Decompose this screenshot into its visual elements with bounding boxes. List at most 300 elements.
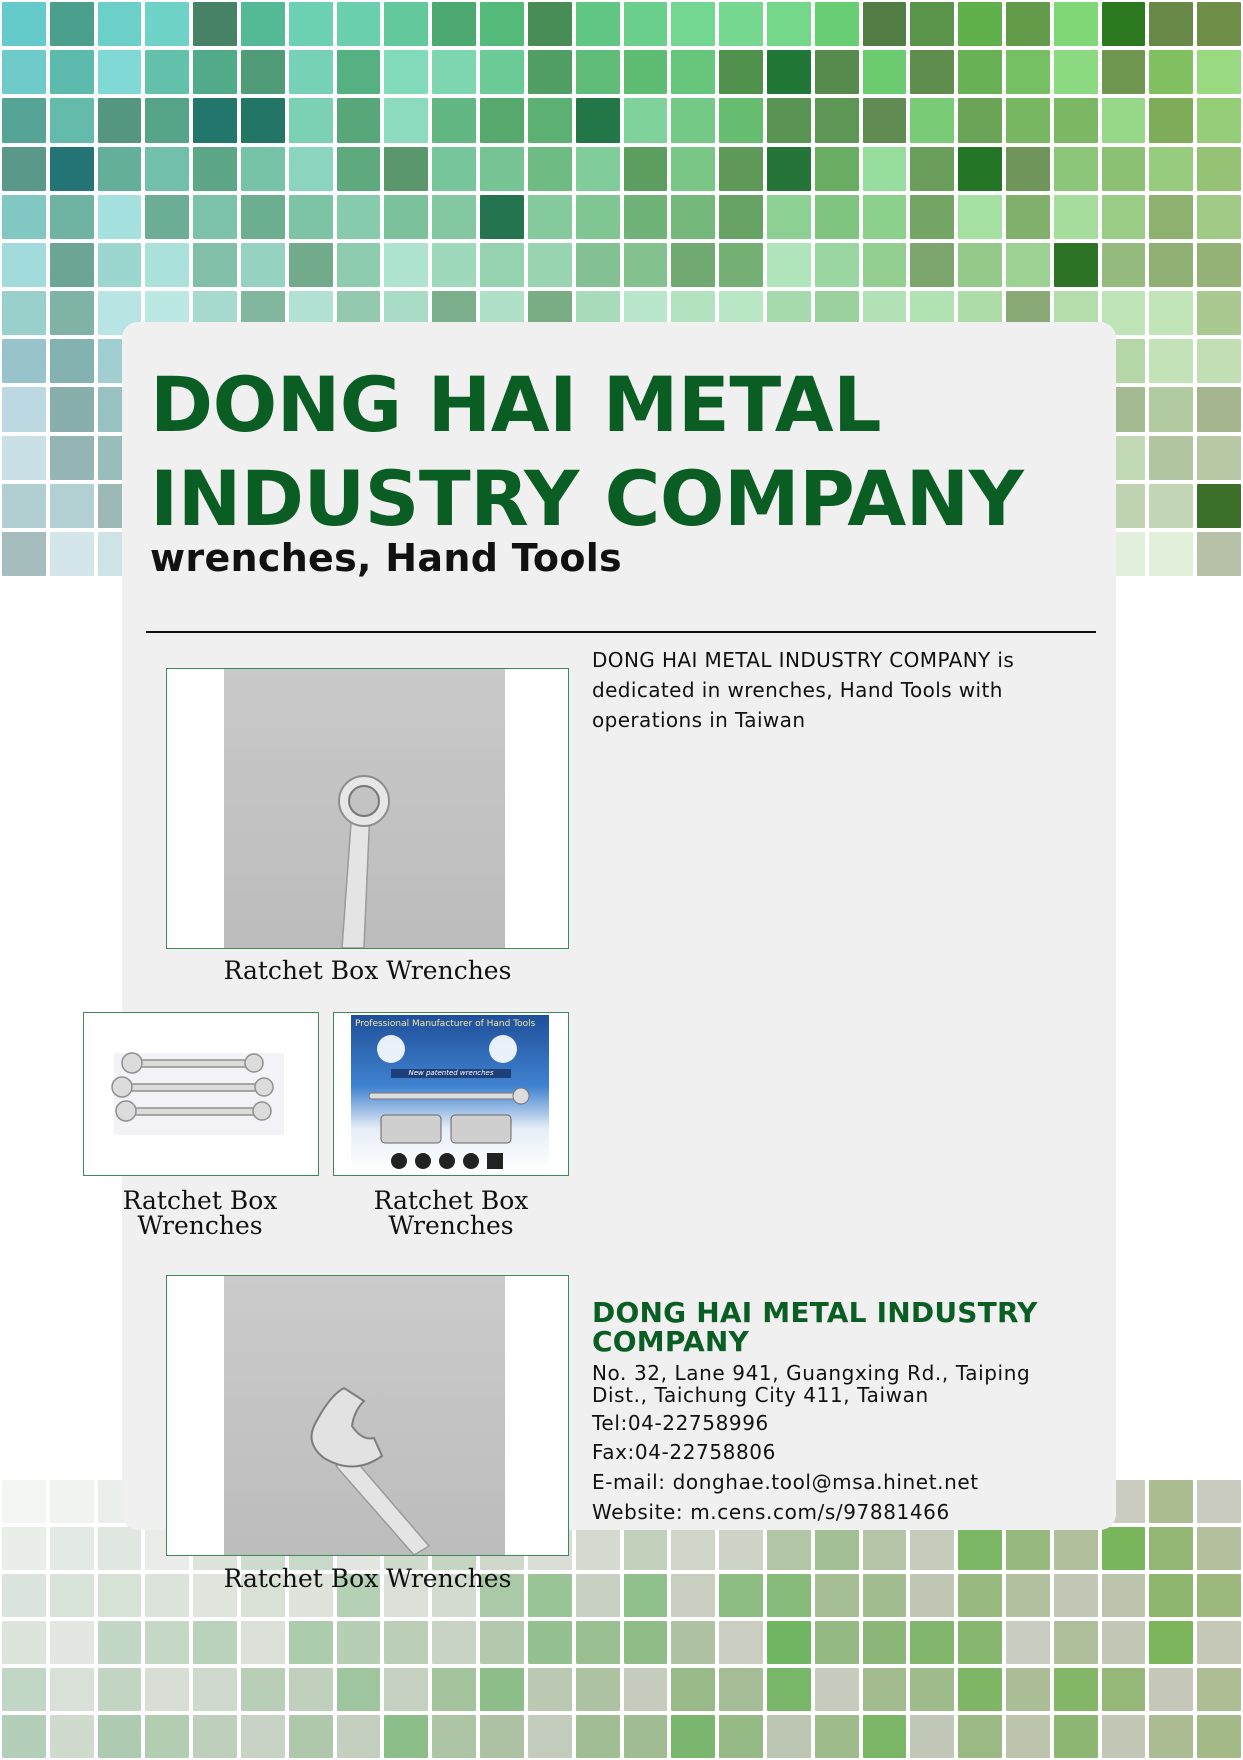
mosaic-tile: [719, 147, 763, 191]
contact-website[interactable]: Website: m.cens.com/s/97881466: [592, 1500, 950, 1524]
mosaic-tile: [958, 147, 1002, 191]
mosaic-tile: [624, 50, 668, 94]
mosaic-tile: [480, 1715, 524, 1758]
mosaic-tile: [480, 243, 524, 287]
mosaic-tile: [1197, 387, 1241, 431]
poster-headline: Professional Manufacturer of Hand Tools: [355, 1019, 536, 1029]
mosaic-tile: [767, 195, 811, 239]
mosaic-tile: [671, 2, 715, 46]
mosaic-tile: [1102, 1621, 1146, 1664]
mosaic-tile: [241, 1621, 285, 1664]
mosaic-tile: [50, 1621, 94, 1664]
mosaic-tile: [863, 243, 907, 287]
mosaic-tile: [1149, 436, 1193, 480]
mosaic-tile: [289, 2, 333, 46]
mosaic-tile: [576, 2, 620, 46]
mosaic-tile: [576, 1668, 620, 1711]
mosaic-tile: [2, 387, 46, 431]
wrench-icon: [224, 669, 505, 948]
mosaic-tile: [145, 2, 189, 46]
mosaic-tile: [50, 243, 94, 287]
company-title: DONG HAI METAL INDUSTRY COMPANY: [150, 360, 1024, 543]
mosaic-tile: [480, 2, 524, 46]
contact-email[interactable]: E-mail: donghae.tool@msa.hinet.net: [592, 1470, 979, 1494]
mosaic-tile: [1149, 1527, 1193, 1570]
mosaic-tile: [624, 1527, 668, 1570]
mosaic-tile: [432, 195, 476, 239]
mosaic-tile: [576, 195, 620, 239]
mosaic-tile: [241, 98, 285, 142]
mosaic-tile: [1006, 2, 1050, 46]
mosaic-tile: [50, 1527, 94, 1570]
mosaic-tile: [289, 50, 333, 94]
open-end-wrench-icon: [224, 1276, 505, 1555]
mosaic-tile: [815, 1574, 859, 1617]
mosaic-tile: [193, 243, 237, 287]
mosaic-tile: [1006, 1574, 1050, 1617]
mosaic-tile: [50, 50, 94, 94]
mosaic-tile: [1054, 1715, 1098, 1758]
mosaic-tile: [815, 2, 859, 46]
mosaic-tile: [671, 1574, 715, 1617]
mosaic-tile: [958, 243, 1002, 287]
mosaic-tile: [719, 1527, 763, 1570]
mosaic-tile: [193, 2, 237, 46]
mosaic-tile: [624, 243, 668, 287]
mosaic-tile: [958, 1527, 1002, 1570]
mosaic-tile: [767, 2, 811, 46]
company-subtitle: wrenches, Hand Tools: [150, 536, 622, 580]
mosaic-tile: [910, 98, 954, 142]
mosaic-tile: [863, 1668, 907, 1711]
mosaic-tile: [432, 2, 476, 46]
mosaic-tile: [2, 1621, 46, 1664]
mosaic-tile: [1197, 1715, 1241, 1758]
mosaic-tile: [910, 1668, 954, 1711]
mosaic-tile: [863, 1574, 907, 1617]
mosaic-tile: [528, 50, 572, 94]
mosaic-tile: [624, 1668, 668, 1711]
mosaic-tile: [1149, 339, 1193, 383]
mosaic-tile: [910, 2, 954, 46]
mosaic-tile: [1006, 1621, 1050, 1664]
mosaic-tile: [193, 50, 237, 94]
mosaic-tile: [767, 1574, 811, 1617]
mosaic-tile: [193, 195, 237, 239]
mosaic-tile: [863, 1621, 907, 1664]
mosaic-tile: [432, 98, 476, 142]
mosaic-tile: [576, 1574, 620, 1617]
mosaic-tile: [2, 195, 46, 239]
mosaic-tile: [1197, 339, 1241, 383]
mosaic-tile: [671, 50, 715, 94]
mosaic-tile: [337, 195, 381, 239]
mosaic-tile: [576, 147, 620, 191]
mosaic-tile: [432, 147, 476, 191]
mosaic-tile: [1197, 291, 1241, 335]
mosaic-tile: [1102, 1527, 1146, 1570]
mosaic-tile: [1149, 1480, 1193, 1523]
mosaic-tile: [1149, 243, 1193, 287]
mosaic-tile: [1102, 195, 1146, 239]
mosaic-tile: [145, 243, 189, 287]
mosaic-tile: [671, 1715, 715, 1758]
mosaic-tile: [1197, 532, 1241, 576]
mosaic-tile: [815, 1527, 859, 1570]
mosaic-tile: [624, 1621, 668, 1664]
mosaic-tile: [1006, 195, 1050, 239]
mosaic-tile: [863, 1715, 907, 1758]
contact-fax: Fax:04-22758806: [592, 1440, 776, 1464]
mosaic-tile: [910, 1715, 954, 1758]
mosaic-tile: [480, 1621, 524, 1664]
mosaic-tile: [384, 1621, 428, 1664]
mosaic-tile: [289, 1621, 333, 1664]
mosaic-tile: [50, 339, 94, 383]
mosaic-tile: [289, 1715, 333, 1758]
mosaic-tile: [98, 2, 142, 46]
mosaic-tile: [624, 1715, 668, 1758]
mosaic-tile: [289, 1668, 333, 1711]
mosaic-tile: [576, 98, 620, 142]
mosaic-tile: [50, 1668, 94, 1711]
mosaic-tile: [337, 50, 381, 94]
mosaic-tile: [2, 339, 46, 383]
mosaic-tile: [384, 2, 428, 46]
mosaic-tile: [1149, 1715, 1193, 1758]
mosaic-tile: [193, 1621, 237, 1664]
mosaic-tile: [2, 532, 46, 576]
mosaic-tile: [289, 98, 333, 142]
mosaic-tile: [1006, 50, 1050, 94]
mosaic-tile: [863, 98, 907, 142]
mosaic-tile: [2, 1574, 46, 1617]
mosaic-tile: [624, 98, 668, 142]
mosaic-tile: [958, 195, 1002, 239]
mosaic-tile: [1197, 147, 1241, 191]
mosaic-tile: [1054, 98, 1098, 142]
mosaic-tile: [528, 1668, 572, 1711]
mosaic-tile: [958, 1715, 1002, 1758]
mosaic-tile: [1054, 50, 1098, 94]
mosaic-tile: [1054, 1527, 1098, 1570]
mosaic-tile: [958, 50, 1002, 94]
mosaic-tile: [1197, 50, 1241, 94]
mosaic-tile: [145, 50, 189, 94]
mosaic-tile: [1149, 1574, 1193, 1617]
product-photo-backdrop: [224, 669, 505, 948]
mosaic-tile: [50, 1715, 94, 1758]
mosaic-tile: [719, 1621, 763, 1664]
mosaic-tile: [50, 1574, 94, 1617]
mosaic-tile: [384, 147, 428, 191]
mosaic-tile: [958, 1574, 1002, 1617]
mosaic-tile: [767, 1715, 811, 1758]
mosaic-tile: [432, 50, 476, 94]
mosaic-tile: [767, 98, 811, 142]
product-image-4: [166, 1275, 569, 1556]
mosaic-tile: [50, 291, 94, 335]
gear-icon: [351, 1015, 549, 1173]
mosaic-tile: [815, 243, 859, 287]
mosaic-tile: [1054, 2, 1098, 46]
mosaic-tile: [624, 1574, 668, 1617]
mosaic-tile: [719, 2, 763, 46]
mosaic-tile: [767, 1527, 811, 1570]
mosaic-tile: [528, 195, 572, 239]
mosaic-tile: [1149, 147, 1193, 191]
mosaic-tile: [1149, 387, 1193, 431]
mosaic-tile: [528, 1715, 572, 1758]
mosaic-tile: [671, 195, 715, 239]
product-caption-1: Ratchet Box Wrenches: [223, 956, 512, 985]
contact-tel: Tel:04-22758996: [592, 1411, 769, 1435]
mosaic-tile: [1197, 1621, 1241, 1664]
mosaic-tile: [98, 1715, 142, 1758]
mosaic-tile: [2, 2, 46, 46]
product-photo-backdrop-4: [224, 1276, 505, 1555]
mosaic-tile: [815, 50, 859, 94]
divider: [146, 631, 1096, 633]
mosaic-tile: [958, 1668, 1002, 1711]
mosaic-tile: [50, 2, 94, 46]
mosaic-tile: [480, 98, 524, 142]
mosaic-tile: [815, 147, 859, 191]
mosaic-tile: [576, 1715, 620, 1758]
mosaic-tile: [719, 243, 763, 287]
mosaic-tile: [241, 195, 285, 239]
mosaic-tile: [910, 243, 954, 287]
mosaic-tile: [145, 147, 189, 191]
mosaic-tile: [2, 1527, 46, 1570]
mosaic-tile: [289, 195, 333, 239]
mosaic-tile: [1197, 436, 1241, 480]
mosaic-tile: [528, 1621, 572, 1664]
mosaic-tile: [480, 147, 524, 191]
mosaic-tile: [528, 243, 572, 287]
mosaic-tile: [910, 1621, 954, 1664]
product-image-1: [166, 668, 569, 949]
mosaic-tile: [624, 195, 668, 239]
mosaic-tile: [193, 1715, 237, 1758]
mosaic-tile: [1006, 147, 1050, 191]
mosaic-tile: [671, 1668, 715, 1711]
mosaic-tile: [241, 1715, 285, 1758]
mosaic-tile: [910, 50, 954, 94]
contact-company-name: DONG HAI METAL INDUSTRY COMPANY: [592, 1296, 1038, 1358]
mosaic-tile: [767, 243, 811, 287]
product-caption-4: Ratchet Box Wrenches: [223, 1564, 512, 1593]
product-image-3: [333, 1012, 569, 1176]
mosaic-tile: [910, 1574, 954, 1617]
mosaic-tile: [1102, 243, 1146, 287]
mosaic-tile: [1054, 1574, 1098, 1617]
mosaic-tile: [337, 98, 381, 142]
poster-tagline: New patented wrenches: [391, 1069, 511, 1078]
mosaic-tile: [671, 1527, 715, 1570]
mosaic-tile: [767, 1621, 811, 1664]
mosaic-tile: [863, 1527, 907, 1570]
mosaic-tile: [289, 147, 333, 191]
mosaic-tile: [719, 195, 763, 239]
mosaic-tile: [337, 1668, 381, 1711]
mosaic-tile: [671, 98, 715, 142]
mosaic-tile: [1197, 195, 1241, 239]
mosaic-tile: [50, 387, 94, 431]
mosaic-tile: [241, 50, 285, 94]
company-intro: DONG HAI METAL INDUSTRY COMPANY is dedicated in wrenches, Hand Tools with operations in Taiwan: [592, 648, 1015, 732]
mosaic-tile: [98, 1668, 142, 1711]
mosaic-tile: [1197, 1527, 1241, 1570]
mosaic-tile: [1197, 2, 1241, 46]
mosaic-tile: [1197, 1574, 1241, 1617]
mosaic-tile: [432, 1668, 476, 1711]
mosaic-tile: [480, 195, 524, 239]
mosaic-tile: [193, 1668, 237, 1711]
mosaic-tile: [1197, 243, 1241, 287]
mosaic-tile: [1102, 1574, 1146, 1617]
mosaic-tile: [384, 243, 428, 287]
mosaic-tile: [1054, 195, 1098, 239]
product-image-2: [83, 1012, 319, 1176]
mosaic-tile: [576, 1621, 620, 1664]
mosaic-tile: [241, 147, 285, 191]
mosaic-tile: [1149, 2, 1193, 46]
mosaic-tile: [1102, 1668, 1146, 1711]
mosaic-tile: [145, 98, 189, 142]
mosaic-tile: [2, 1480, 46, 1523]
mosaic-tile: [480, 1668, 524, 1711]
mosaic-tile: [98, 1621, 142, 1664]
mosaic-tile: [2, 243, 46, 287]
mosaic-tile: [432, 1715, 476, 1758]
mosaic-tile: [671, 243, 715, 287]
mosaic-tile: [98, 98, 142, 142]
mosaic-tile: [145, 1668, 189, 1711]
mosaic-tile: [1197, 484, 1241, 528]
mosaic-tile: [98, 243, 142, 287]
mosaic-tile: [1006, 1715, 1050, 1758]
mosaic-tile: [624, 147, 668, 191]
mosaic-tile: [1149, 291, 1193, 335]
mosaic-tile: [1054, 1668, 1098, 1711]
mosaic-tile: [719, 1715, 763, 1758]
mosaic-tile: [863, 50, 907, 94]
mosaic-tile: [2, 1668, 46, 1711]
mosaic-tile: [1006, 1527, 1050, 1570]
mosaic-tile: [145, 1715, 189, 1758]
mosaic-tile: [719, 1668, 763, 1711]
mosaic-tile: [671, 147, 715, 191]
mosaic-tile: [1149, 484, 1193, 528]
mosaic-tile: [1149, 1668, 1193, 1711]
mosaic-tile: [1102, 50, 1146, 94]
mosaic-tile: [1149, 1621, 1193, 1664]
contact-address: No. 32, Lane 941, Guangxing Rd., Taiping Dist., Taichung City 411, Taiwan: [592, 1361, 1031, 1407]
mosaic-tile: [432, 1621, 476, 1664]
mosaic-tile: [241, 2, 285, 46]
mosaic-tile: [1149, 50, 1193, 94]
mosaic-tile: [910, 1527, 954, 1570]
wrench-set-icon: [84, 1013, 318, 1175]
mosaic-tile: [767, 147, 811, 191]
mosaic-tile: [337, 243, 381, 287]
mosaic-tile: [815, 1621, 859, 1664]
mosaic-tile: [50, 195, 94, 239]
mosaic-tile: [337, 147, 381, 191]
mosaic-tile: [98, 50, 142, 94]
product-poster: [351, 1015, 549, 1173]
mosaic-tile: [50, 484, 94, 528]
mosaic-tile: [863, 147, 907, 191]
mosaic-tile: [50, 147, 94, 191]
mosaic-tile: [384, 195, 428, 239]
mosaic-tile: [815, 1715, 859, 1758]
mosaic-tile: [528, 98, 572, 142]
mosaic-tile: [1197, 1480, 1241, 1523]
mosaic-tile: [384, 98, 428, 142]
mosaic-tile: [50, 436, 94, 480]
mosaic-tile: [1054, 147, 1098, 191]
mosaic-tile: [910, 147, 954, 191]
mosaic-tile: [289, 243, 333, 287]
mosaic-tile: [815, 98, 859, 142]
mosaic-tile: [193, 147, 237, 191]
mosaic-tile: [50, 532, 94, 576]
mosaic-tile: [193, 98, 237, 142]
mosaic-tile: [719, 1574, 763, 1617]
mosaic-tile: [1102, 147, 1146, 191]
mosaic-tile: [1006, 243, 1050, 287]
mosaic-tile: [50, 98, 94, 142]
product-caption-2: Ratchet Box Wrenches: [122, 1186, 278, 1240]
mosaic-tile: [958, 98, 1002, 142]
mosaic-tile: [98, 1527, 142, 1570]
mosaic-tile: [1197, 1668, 1241, 1711]
mosaic-tile: [576, 50, 620, 94]
mosaic-tile: [2, 1715, 46, 1758]
mosaic-tile: [432, 243, 476, 287]
mosaic-tile: [1054, 243, 1098, 287]
mosaic-tile: [958, 1621, 1002, 1664]
mosaic-tile: [910, 195, 954, 239]
mosaic-tile: [1149, 532, 1193, 576]
mosaic-tile: [384, 50, 428, 94]
mosaic-tile: [241, 1668, 285, 1711]
mosaic-tile: [958, 2, 1002, 46]
mosaic-tile: [2, 50, 46, 94]
mosaic-tile: [671, 1621, 715, 1664]
mosaic-tile: [1149, 98, 1193, 142]
mosaic-tile: [863, 2, 907, 46]
mosaic-tile: [337, 2, 381, 46]
mosaic-tile: [719, 50, 763, 94]
mosaic-tile: [719, 98, 763, 142]
mosaic-tile: [767, 50, 811, 94]
mosaic-tile: [576, 1527, 620, 1570]
mosaic-tile: [145, 1621, 189, 1664]
mosaic-tile: [50, 1480, 94, 1523]
mosaic-tile: [337, 1715, 381, 1758]
mosaic-tile: [528, 2, 572, 46]
mosaic-tile: [2, 147, 46, 191]
mosaic-tile: [1102, 2, 1146, 46]
mosaic-tile: [815, 195, 859, 239]
mosaic-tile: [1006, 98, 1050, 142]
mosaic-tile: [2, 98, 46, 142]
mosaic-tile: [145, 195, 189, 239]
mosaic-tile: [1102, 98, 1146, 142]
